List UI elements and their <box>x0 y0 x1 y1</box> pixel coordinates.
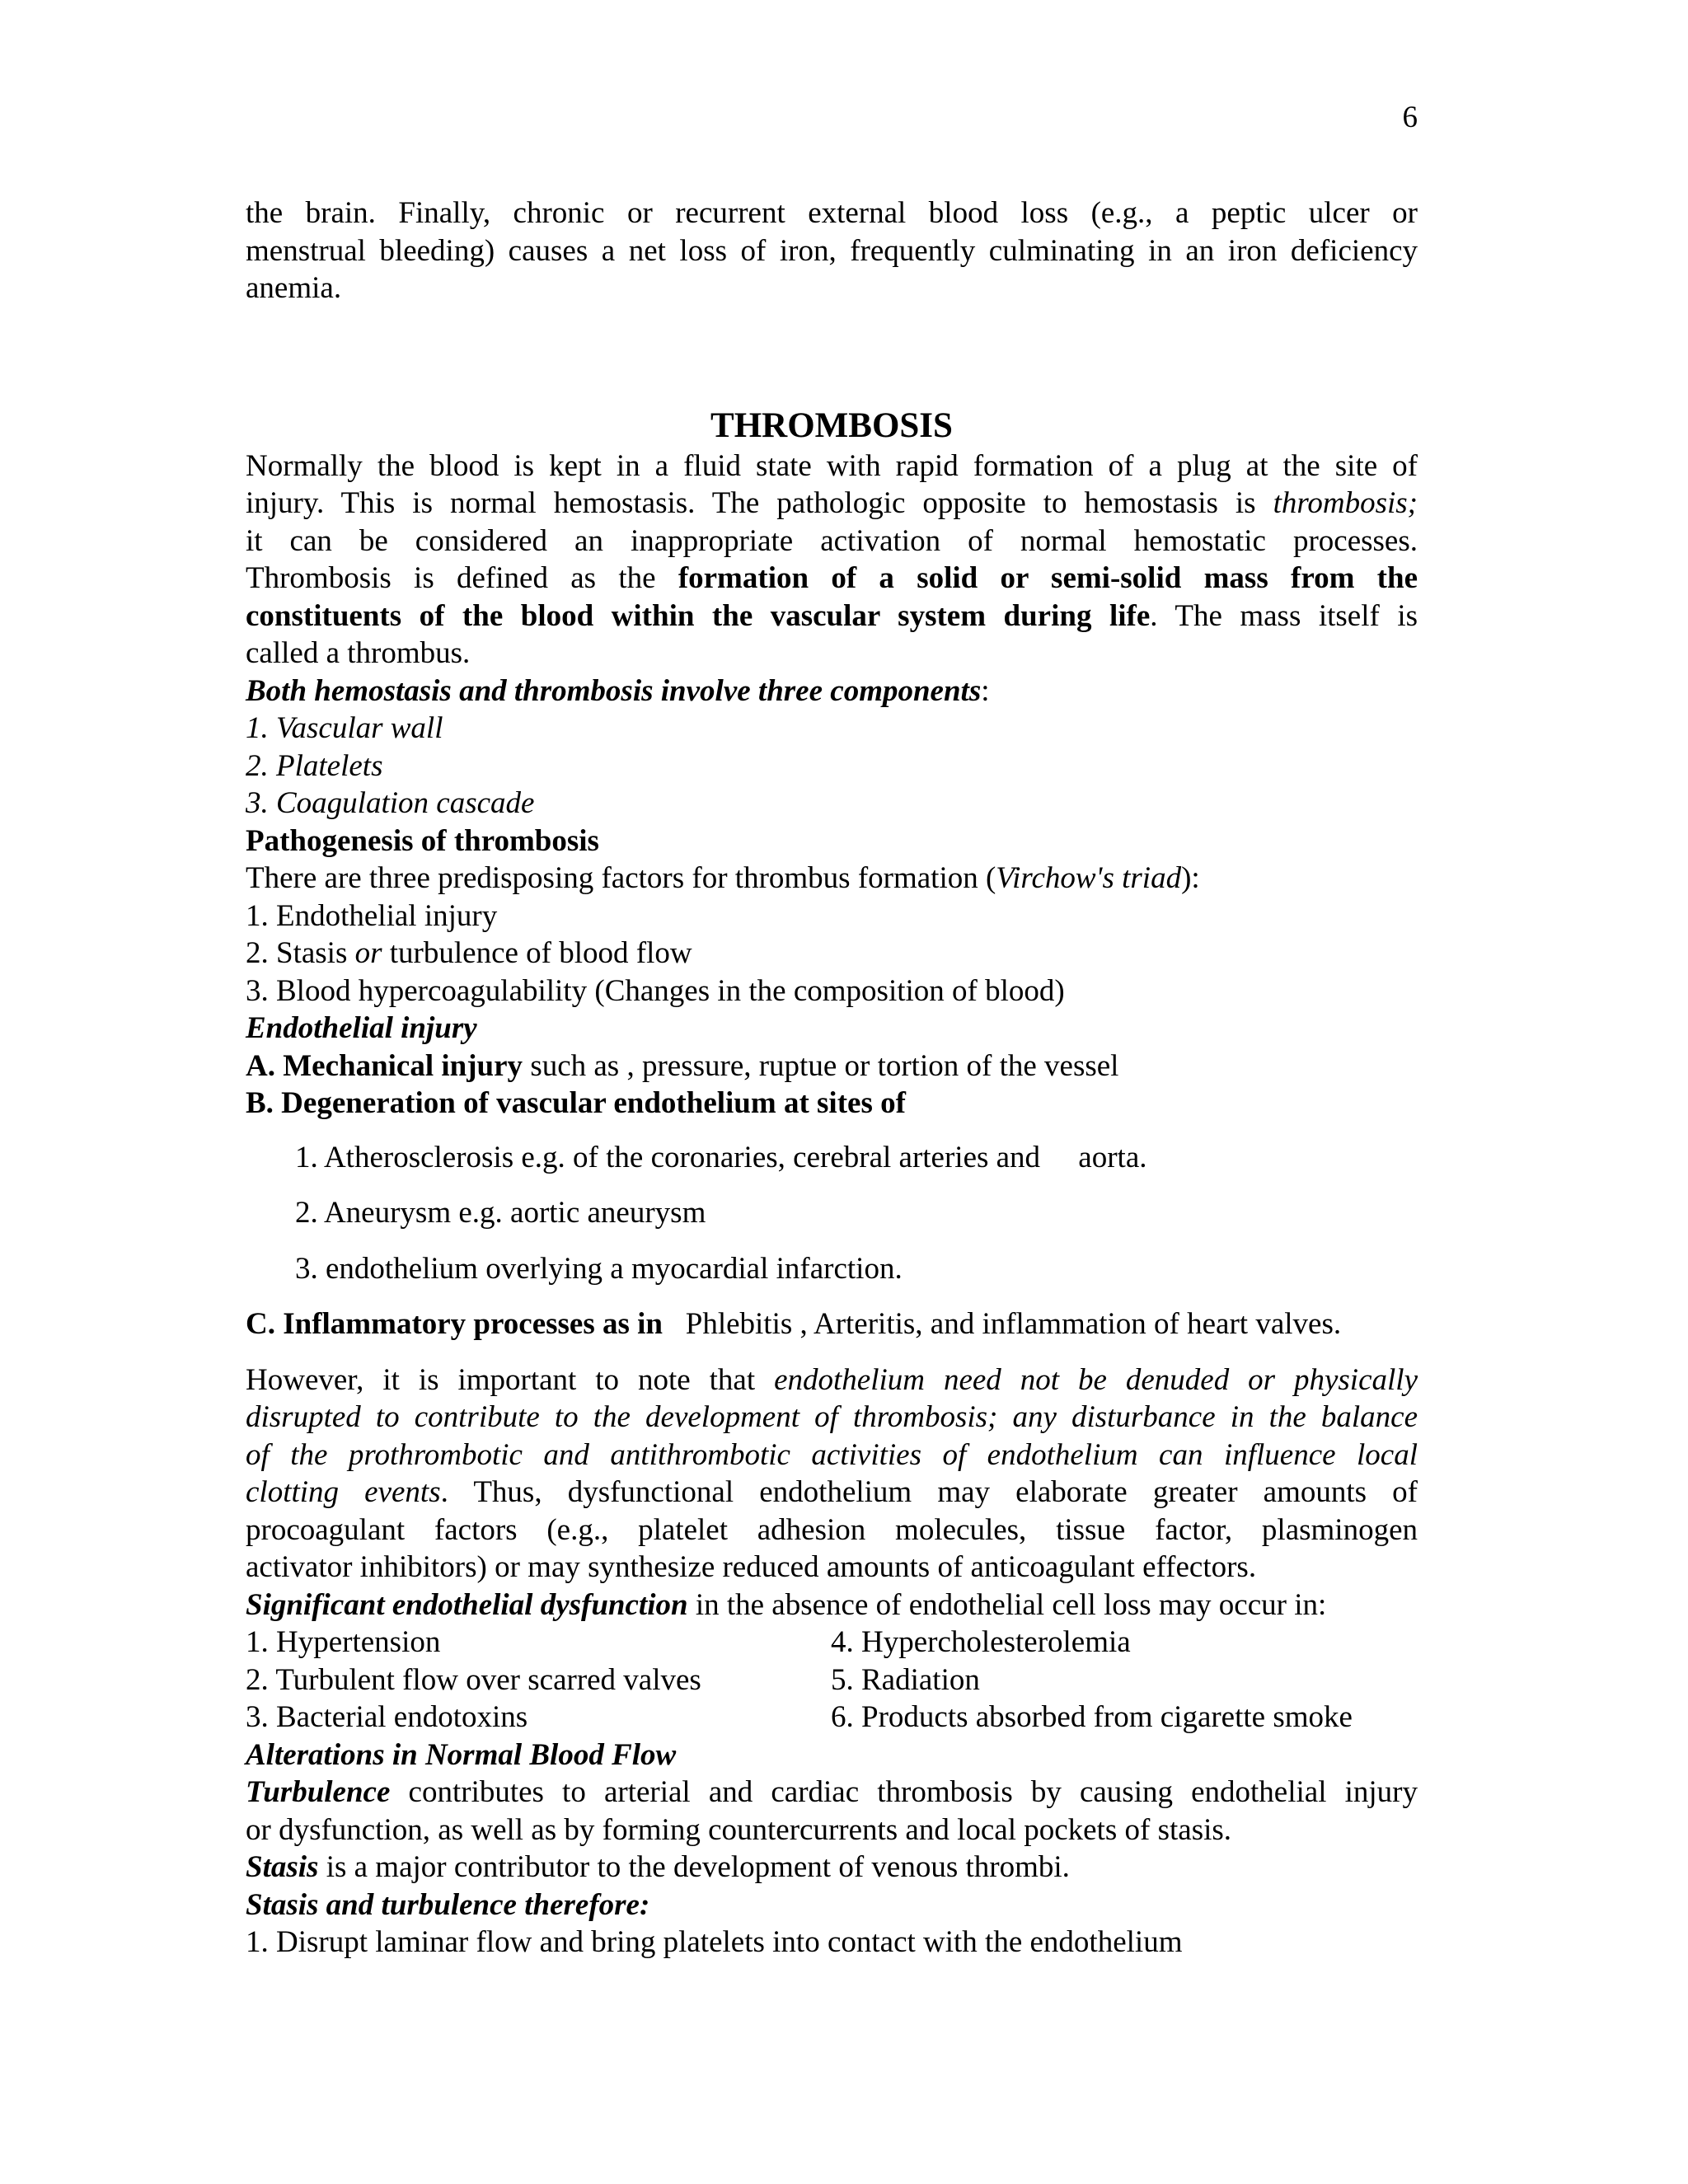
page-number: 6 <box>1402 101 1418 134</box>
components-heading: Both hemostasis and thrombosis involve three components: <box>246 673 990 708</box>
list-item: 2. Stasis or turbulence of blood flow <box>246 936 692 970</box>
text-line: Stasis is a major contributor to the development of venous thrombi. <box>246 1850 1070 1884</box>
text-line: There are three predisposing factors for thrombus formation (Virchow's triad): <box>246 861 1200 895</box>
list-item: 1. Disrupt laminar flow and bring platelets into contact with the endothelium <box>246 1925 1183 1959</box>
text-line: procoagulant factors (e.g., platelet adhesion molecules, tissue factor, plasminogen <box>246 1512 1418 1547</box>
blood-flow-heading: Alterations in Normal Blood Flow <box>246 1737 677 1772</box>
page-content <box>246 194 1418 1961</box>
dysfunction-section <box>246 1586 1418 1736</box>
list-item: 1. Hypertension <box>246 1625 441 1659</box>
list-item: 2. Platelets <box>246 748 383 783</box>
list-item: 3. Bacterial endotoxins <box>246 1700 528 1734</box>
list-row <box>246 1624 1418 1661</box>
text-line: clotting events. Thus, dysfunctional endothelium may elaborate greater amounts of <box>246 1475 1418 1509</box>
list-item: 5. Radiation <box>831 1662 980 1697</box>
intro-paragraph <box>246 194 1418 307</box>
text-line: constituents of the blood within the vascular system during life. The mass itself is <box>246 598 1418 633</box>
text-line: anemia. <box>246 271 342 305</box>
endothelial-heading: Endothelial injury <box>246 1011 477 1045</box>
list-row <box>246 1699 1418 1736</box>
list-item: 3. Blood hypercoagulability (Changes in the composition of blood) <box>246 973 1065 1008</box>
text-line: C. Inflammatory processes as in Phlebitis , Arteritis, and inflammation of heart valves. <box>246 1307 1342 1341</box>
list-item: 2. Turbulent flow over scarred valves <box>246 1662 701 1697</box>
definition-bold: constituents of the blood within the vascular system during life <box>246 598 1151 633</box>
text-line: Thrombosis is defined as the formation of a solid or semi-solid mass from the <box>246 561 1418 595</box>
text-line: Turbulence contributes to arterial and cardiac thrombosis by causing endothelial injury <box>246 1775 1418 1809</box>
list-item: 6. Products absorbed from cigarette smoke <box>831 1700 1353 1734</box>
however-paragraph <box>246 1361 1418 1586</box>
text-line: activator inhibitors) or may synthesize reduced amounts of anticoagulant effectors. <box>246 1550 1257 1584</box>
text-line: the brain. Finally, chronic or recurrent external blood loss (e.g., a peptic ulcer or <box>246 196 1418 230</box>
text-line: it can be considered an inappropriate activation of normal hemostatic processes. <box>246 523 1418 558</box>
list-item: 1. Vascular wall <box>246 711 443 745</box>
text-line: of the prothrombotic and antithrombotic activities of endothelium can influence local <box>246 1437 1418 1472</box>
pathogenesis-heading: Pathogenesis of thrombosis <box>246 823 599 858</box>
list-item: 1. Endothelial injury <box>246 898 498 933</box>
components-section <box>246 673 1418 823</box>
text-line: menstrual bleeding) causes a net loss of iron, frequently culminating in an iron deficiency <box>246 233 1418 268</box>
list-item: 2. Aneurysm e.g. aortic aneurysm <box>295 1196 706 1230</box>
list-item: 4. Hypercholesterolemia <box>831 1625 1131 1659</box>
therefore-heading: Stasis and turbulence therefore: <box>246 1887 650 1922</box>
text-line: disrupted to contribute to the development of thrombosis; any disturbance in the balance <box>246 1400 1418 1434</box>
section-title: THROMBOSIS <box>710 405 953 445</box>
text-line: injury. This is normal hemostasis. The pathologic opposite to hemostasis is thrombosis; <box>246 486 1418 520</box>
endothelial-section <box>246 1010 1418 1343</box>
text-line: called a thrombus. <box>246 636 471 670</box>
text-line: A. Mechanical injury such as , pressure, ruptue or tortion of the vessel <box>246 1048 1119 1083</box>
list-item: 3. Coagulation cascade <box>246 786 535 820</box>
pathogenesis-section <box>246 823 1418 1010</box>
list-item: 1. Atherosclerosis e.g. of the coronaries, cerebral arteries and aorta. <box>295 1140 1147 1174</box>
definition-paragraph <box>246 448 1418 673</box>
dysfunction-heading: Significant endothelial dysfunction in the absence of endothelial cell loss may occur in: <box>246 1587 1327 1622</box>
text-line: However, it is important to note that endothelium need not be denuded or physically <box>246 1362 1418 1397</box>
definition-bold: formation of a solid or semi-solid mass from the <box>678 561 1418 595</box>
list-row <box>246 1661 1418 1699</box>
list-item: 3. endothelium overlying a myocardial infarction. <box>295 1251 903 1286</box>
text-line: B. Degeneration of vascular endothelium at sites of <box>246 1086 906 1120</box>
text-line: or dysfunction, as well as by forming countercurrents and local pockets of stasis. <box>246 1812 1232 1847</box>
text-line: Normally the blood is kept in a fluid state with rapid formation of a plug at the site of <box>246 448 1418 483</box>
term-thrombosis: thrombosis; <box>1273 486 1418 520</box>
blood-flow-section <box>246 1736 1418 1961</box>
